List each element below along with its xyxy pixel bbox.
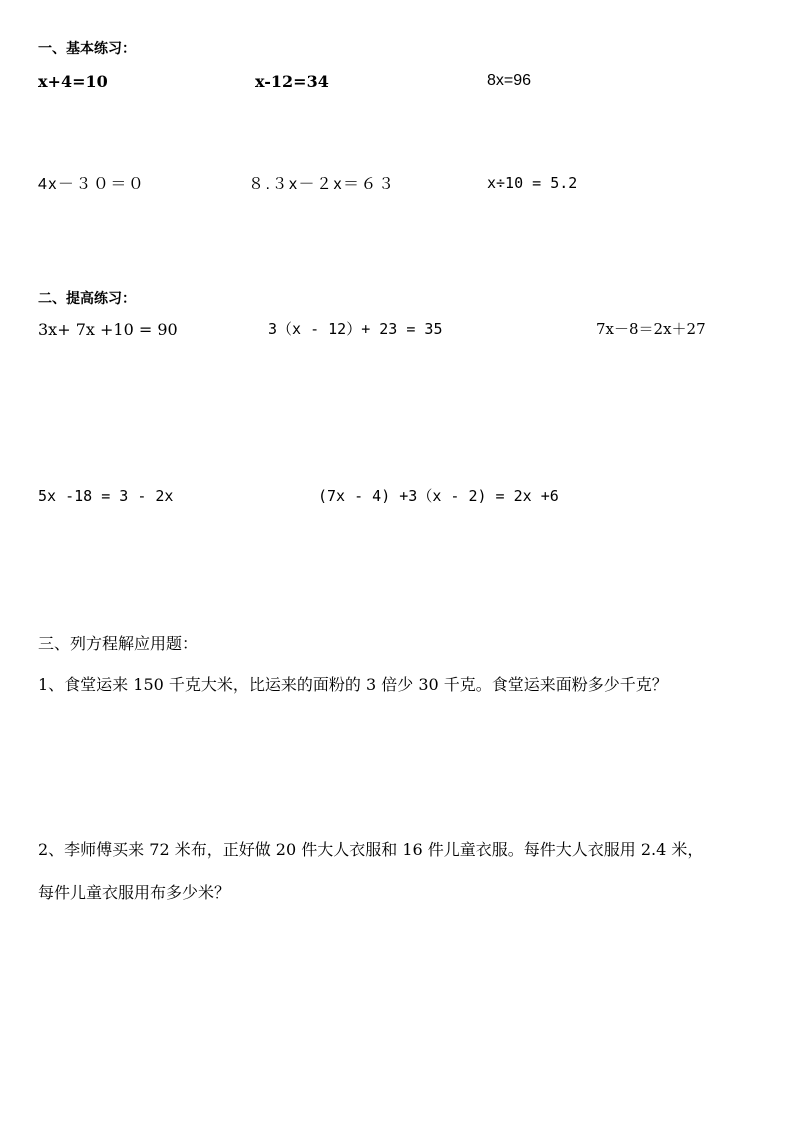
equation: ８.３x－２x＝６３ — [248, 176, 396, 193]
equation: x÷10 = 5.2 — [487, 174, 578, 192]
equation: 7x－8＝2x＋27 — [596, 320, 706, 338]
word-problem-1: 1、食堂运来 150 千克大米，比运来的面粉的 3 倍少 30 千克。食堂运来面粉多少千克？ — [38, 675, 668, 694]
equation: 3x+ 7x +10 = 90 — [38, 320, 178, 339]
equation: x-12=34 — [255, 72, 329, 91]
equation: (7x - 4) +3（x - 2) = 2x +6 — [318, 487, 559, 505]
equation: x+4=10 — [38, 72, 108, 91]
section2-title: 二、提高练习： — [38, 291, 136, 307]
word-problem-2-line2: 每件儿童衣服用布多少米？ — [38, 883, 231, 902]
word-problem-2-line1: 2、李师傅买来 72 米布，正好做 20 件大人衣服和 16 件儿童衣服。每件大人衣服用 2.4 米， — [38, 840, 704, 859]
equation: 4x－３０＝０ — [38, 176, 146, 193]
section3-title: 三、列方程解应用题： — [38, 634, 199, 653]
equation: 5x -18 = 3 - 2x — [38, 487, 174, 505]
equation: 8x=96 — [487, 72, 532, 89]
section1-title: 一、基本练习： — [38, 41, 136, 57]
equation: 3（x - 12）+ 23 = 35 — [268, 320, 443, 338]
